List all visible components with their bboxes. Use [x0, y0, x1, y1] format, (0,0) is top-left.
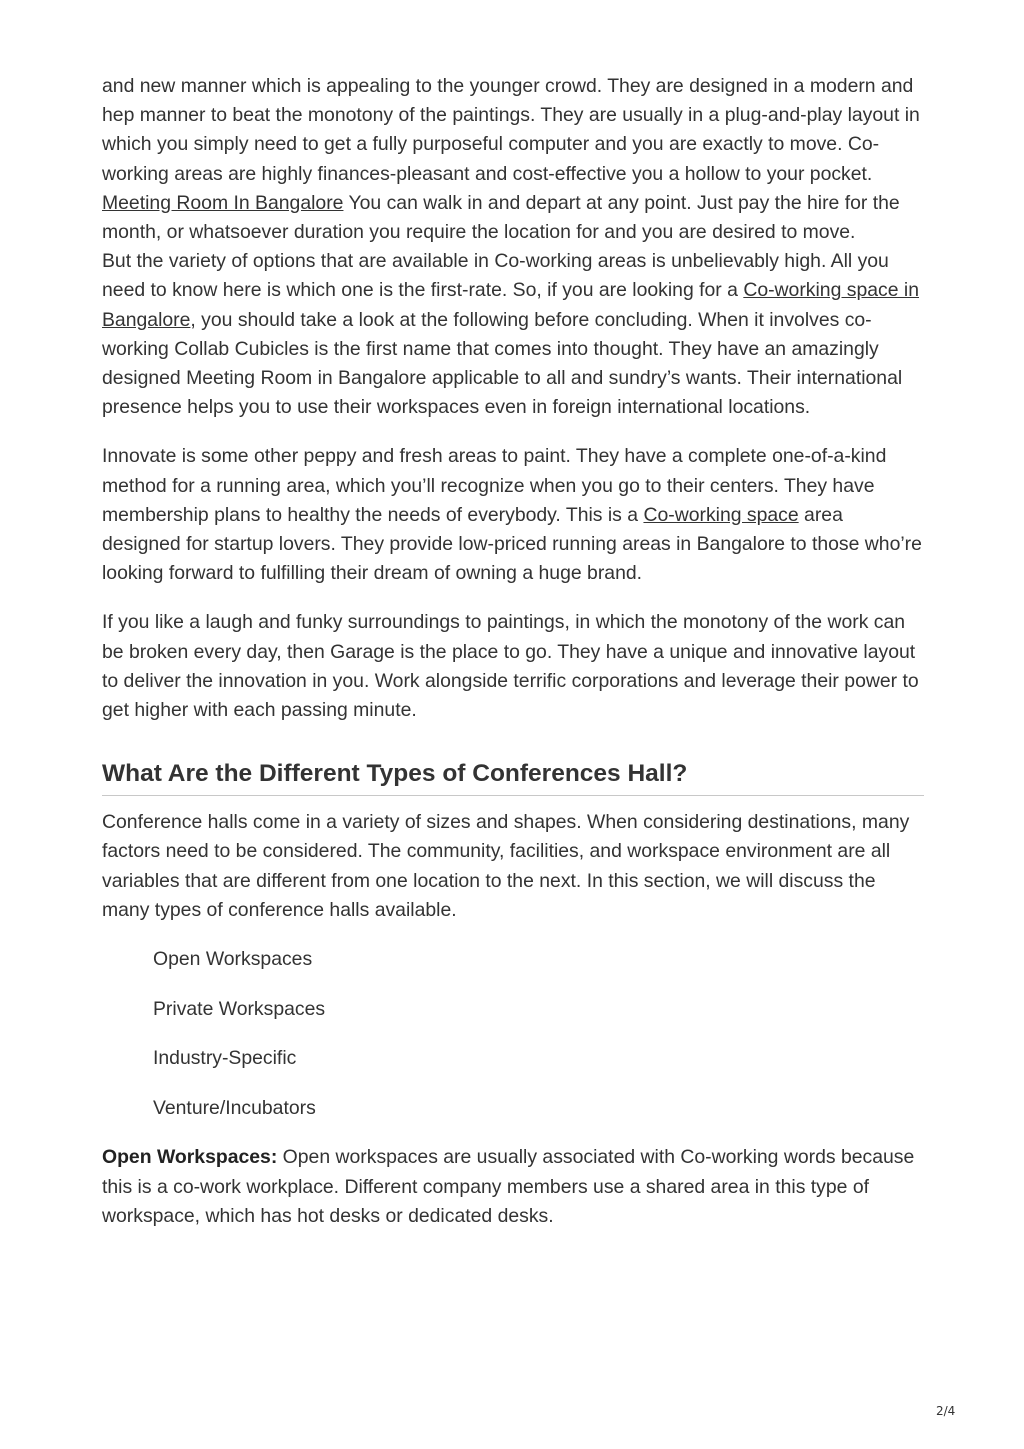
meeting-room-link[interactable]: Meeting Room In Bangalore: [102, 191, 344, 214]
paragraph-conference-halls: Conference halls come in a variety of sizes and shapes. When considering destinations, many factors need to be considered. The community, facilities, and workspace environment are all variables that are different from one location to the next. In this section, we will discuss the many types of conference halls available.: [102, 811, 910, 921]
paragraph-text: But the variety of options that are available in Co-working areas is unbelievably high. All you need to know here is which one is the first-rate. So, if you are looking for a: [102, 250, 889, 302]
paragraph-text: You can walk in and depart at any point. Just pay the hire for the month, or whatsoever duration you require the location for and you are desired to move.: [102, 191, 900, 244]
paragraph-options: [102, 247, 924, 422]
paragraph-intro: [102, 72, 924, 247]
paragraph-text: Open workspaces are usually associated with Co-working words because this is a co-work workplace. Different company members use a shared area in this type of workspace, which has hot desks or dedicated desks.: [102, 1146, 915, 1227]
paragraph-text: , you should take a look at the following before concluding. When it involves co-working Collab Cubicles is the first name that comes into thought. They have an amazingly designed Meeting Room in Bangalore applicable to all and sundry’s wants. Their international presence helps you to use their workspaces even in foreign international locations.: [102, 308, 903, 419]
paragraph-text: area designed for startup lovers. They provide low-priced running areas in Bangalore to those who’re looking forward to fulfilling their dream of owning a huge brand.: [102, 503, 922, 585]
page-number: 2/4: [936, 1404, 956, 1418]
paragraph-text: and new manner which is appealing to the younger crowd. They are designed in a modern and hep manner to beat the monotony of the paintings. They are usually in a plug-and-play layout in which you simply need to get a fully purposeful computer and you are exactly to move. Co-working areas are highly finances-pleasant and cost-effective you a hollow to your pocket.: [102, 75, 920, 185]
paragraph-innovate: [102, 442, 924, 588]
coworking-space-bangalore-link[interactable]: Co-working space in Bangalore: [102, 279, 919, 331]
section-heading: What Are the Different Types of Conferences Hall?: [102, 759, 924, 796]
list-item: Private Workspaces: [153, 997, 326, 1020]
paragraph-garage: If you like a laugh and funky surroundings to paintings, in which the monotony of the work can be broken every day, then Garage is the place to go. They have a unique and innovative layout to deliver the innovation in you. Work alongside terrific corporations and leverage their power to get higher with each passing minute.: [102, 611, 919, 722]
open-workspaces-label: Open Workspaces:: [102, 1146, 278, 1169]
hall-types-list: [102, 945, 924, 1123]
coworking-space-link[interactable]: Co-working space: [643, 503, 799, 526]
list-item: Industry-Specific: [153, 1047, 297, 1070]
article-body: [102, 72, 924, 1231]
list-item: Open Workspaces: [153, 948, 313, 971]
paragraph-open-workspaces: [102, 1143, 924, 1231]
paragraph-text: Innovate is some other peppy and fresh areas to paint. They have a complete one-of-a-kind method for a running area, which you’ll recognize when you go to their centers. They have membership plans to healthy the needs of everybody. This is a: [102, 445, 887, 526]
list-item: Venture/Incubators: [153, 1097, 316, 1120]
